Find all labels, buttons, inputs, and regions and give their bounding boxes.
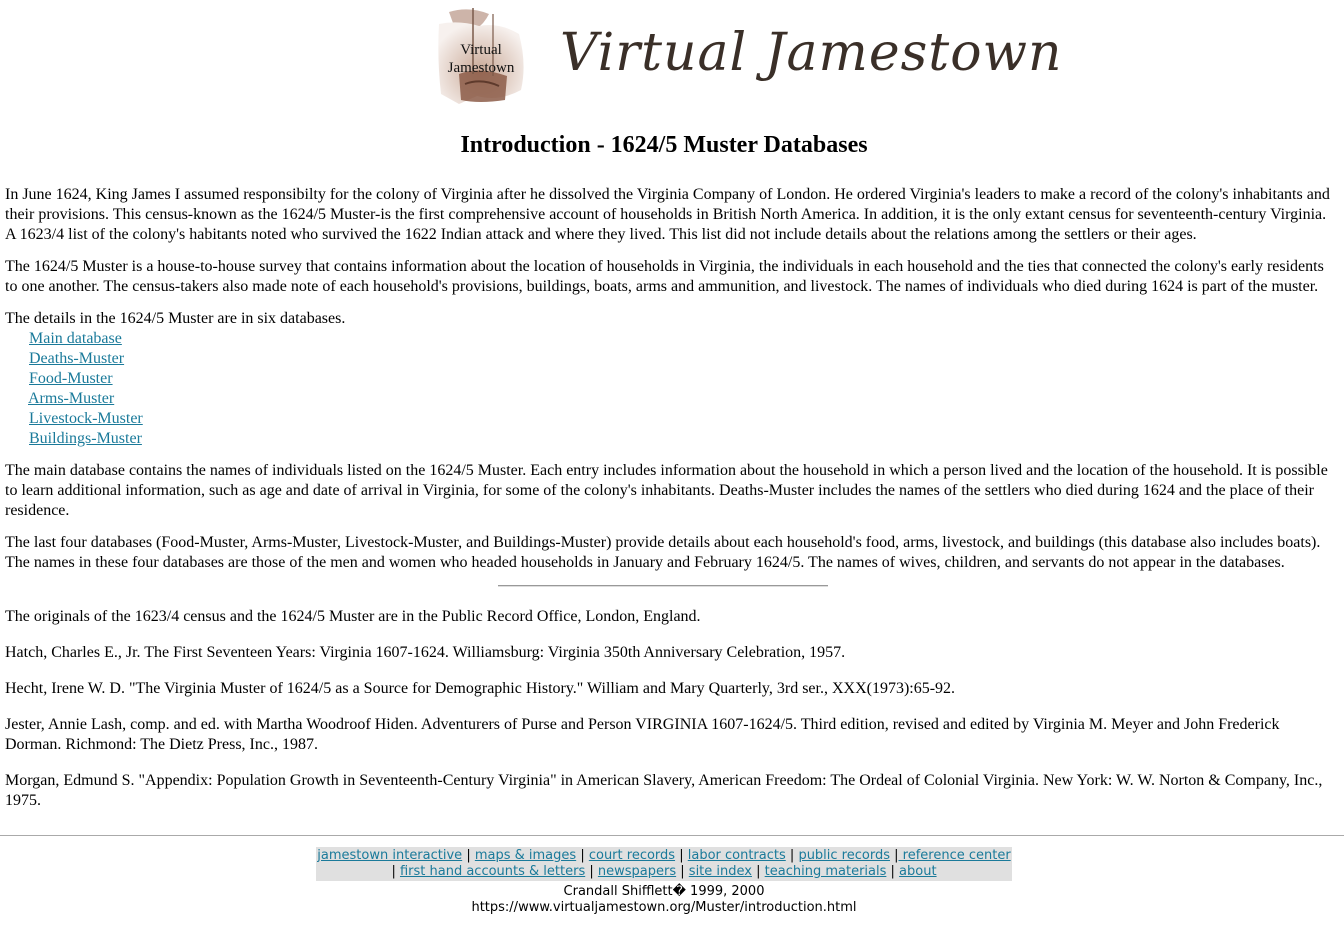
- site-header: [0, 0, 1344, 120]
- reference-originals: The originals of the 1623/4 census and the 1624/5 Muster are in the Public Record Office, London, England.: [5, 608, 701, 625]
- main-db-paragraph: The main database contains the names of individuals listed on the 1624/5 Muster. Each entry includes information about the household in which a person lived and the location of the household. It is possible to learn additional information, such as age and date of arrival in Virginia, for some of the colony's inhabitants. Deaths-Muster includes the names of the settlers who died during 1624 and the place of their residence.: [5, 462, 1328, 519]
- logo-line-2: Jamestown: [447, 60, 515, 76]
- last-four-paragraph: The last four databases (Food-Muster, Arms-Muster, Livestock-Muster, and Buildings-Muster) provide details about each household's food, arms, livestock, and buildings (this database also includes boats). The names in these four databases are those of the men and women who headed households in January and February 1624/5. The names of wives, children, and servants do not appear in the databases.: [5, 534, 1321, 571]
- nav-teaching-materials[interactable]: teaching materials: [764, 864, 887, 879]
- footer-credit: Crandall Shifflett� 1999, 2000: [563, 884, 765, 899]
- nav-separator: |: [789, 848, 795, 863]
- list-item: [29, 429, 1330, 449]
- nav-jamestown-interactive[interactable]: jamestown interactive: [317, 848, 463, 863]
- footer-url: https://www.virtualjamestown.org/Muster/introduction.html: [471, 900, 857, 915]
- nav-separator: |: [680, 864, 685, 879]
- footer-divider: [0, 835, 1344, 836]
- footer: [0, 884, 1328, 916]
- link-deaths-muster[interactable]: Deaths-Muster: [29, 350, 125, 367]
- intro-paragraph-2: The 1624/5 Muster is a house-to-house survey that contains information about the location of households in Virginia, the individuals in each household and the ties that connected the colony's early residents to one another. The census-takers also made note of each household's provisions, buildings, boats, arms and ammunition, and livestock. The names of individuals who died during 1624 is part of the muster.: [5, 258, 1324, 295]
- databases-intro: The details in the 1624/5 Muster are in six databases.: [5, 310, 346, 327]
- nav-maps-images[interactable]: maps & images: [474, 848, 577, 863]
- nav-site-index[interactable]: site index: [688, 864, 752, 879]
- nav-newspapers[interactable]: newspapers: [597, 864, 677, 879]
- nav-separator: |: [589, 864, 594, 879]
- nav-about[interactable]: about: [899, 864, 937, 879]
- nav-first-hand-accounts[interactable]: first hand accounts & letters: [399, 864, 586, 879]
- list-item: [29, 369, 1330, 389]
- reference-jester: Jester, Annie Lash, comp. and ed. with Martha Woodroof Hiden. Adventurers of Purse and Person VIRGINIA 1607-1624/5. Third edition, revised and edited by Virginia M. Meyer and John Frederick Dorman. Richmond: The Dietz Press, Inc., 1987.: [5, 716, 1280, 753]
- list-item: [29, 349, 1330, 369]
- references: [5, 607, 1330, 811]
- intro-paragraph-1: In June 1624, King James I assumed responsibilty for the colony of Virginia after he dissolved the Virginia Company of London. He ordered Virginia's leaders to make a record of the colony's inhabitants and their provisions. This census-known as the 1624/5 Muster-is the first comprehensive account of households in British North America. In addition, it is the only extant census for seventeenth-century Virginia. A 1623/4 list of the colony's habitants noted who survived the 1622 Indian attack and where they lived. This list did not include details about the relations among the settlers or their ages.: [5, 186, 1330, 243]
- nav-separator: |: [890, 864, 895, 879]
- main-content: [5, 185, 1330, 827]
- nav-court-records[interactable]: court records: [588, 848, 676, 863]
- nav-labor-contracts[interactable]: labor contracts: [687, 848, 786, 863]
- nav-separator: |: [894, 848, 899, 863]
- divider: [498, 585, 828, 587]
- nav-separator: |: [679, 848, 684, 863]
- page-title: Introduction - 1624/5 Muster Databases: [460, 132, 868, 158]
- link-arms-muster[interactable]: Arms-Muster: [28, 390, 115, 407]
- link-buildings-muster[interactable]: Buildings-Muster: [29, 430, 142, 447]
- footer-nav: [316, 847, 1012, 881]
- site-title: Virtual Jamestown: [560, 23, 1063, 83]
- list-item: [29, 329, 1330, 349]
- reference-hecht: Hecht, Irene W. D. "The Virginia Muster of 1624/5 as a Source for Demographic History." William and Mary Quarterly, 3rd ser., XXX(1973):65-92.: [5, 680, 956, 697]
- nav-separator: |: [391, 864, 396, 879]
- nav-public-records[interactable]: public records: [798, 848, 890, 863]
- link-livestock-muster[interactable]: Livestock-Muster: [29, 410, 143, 427]
- list-item: [29, 409, 1330, 429]
- list-item: [28, 389, 1330, 409]
- logo-line-1: Virtual: [460, 42, 502, 58]
- link-main-database[interactable]: Main database: [29, 330, 122, 347]
- ship-logo-icon[interactable]: [429, 4, 533, 108]
- reference-morgan: Morgan, Edmund S. "Appendix: Population Growth in Seventeenth-Century Virginia" in American Slavery, American Freedom: The Ordeal of Colonial Virginia. New York: W. W. Norton & Company, Inc., 1975.: [5, 772, 1323, 809]
- link-food-muster[interactable]: Food-Muster: [29, 370, 113, 387]
- nav-reference-center[interactable]: reference center: [898, 848, 1011, 863]
- reference-hatch: Hatch, Charles E., Jr. The First Seventeen Years: Virginia 1607-1624. Williamsburg: Virginia 350th Anniversary Celebration, 1957.: [5, 644, 846, 661]
- nav-separator: |: [580, 848, 585, 863]
- nav-separator: |: [466, 848, 471, 863]
- database-list: [5, 329, 1330, 449]
- nav-separator: |: [756, 864, 761, 879]
